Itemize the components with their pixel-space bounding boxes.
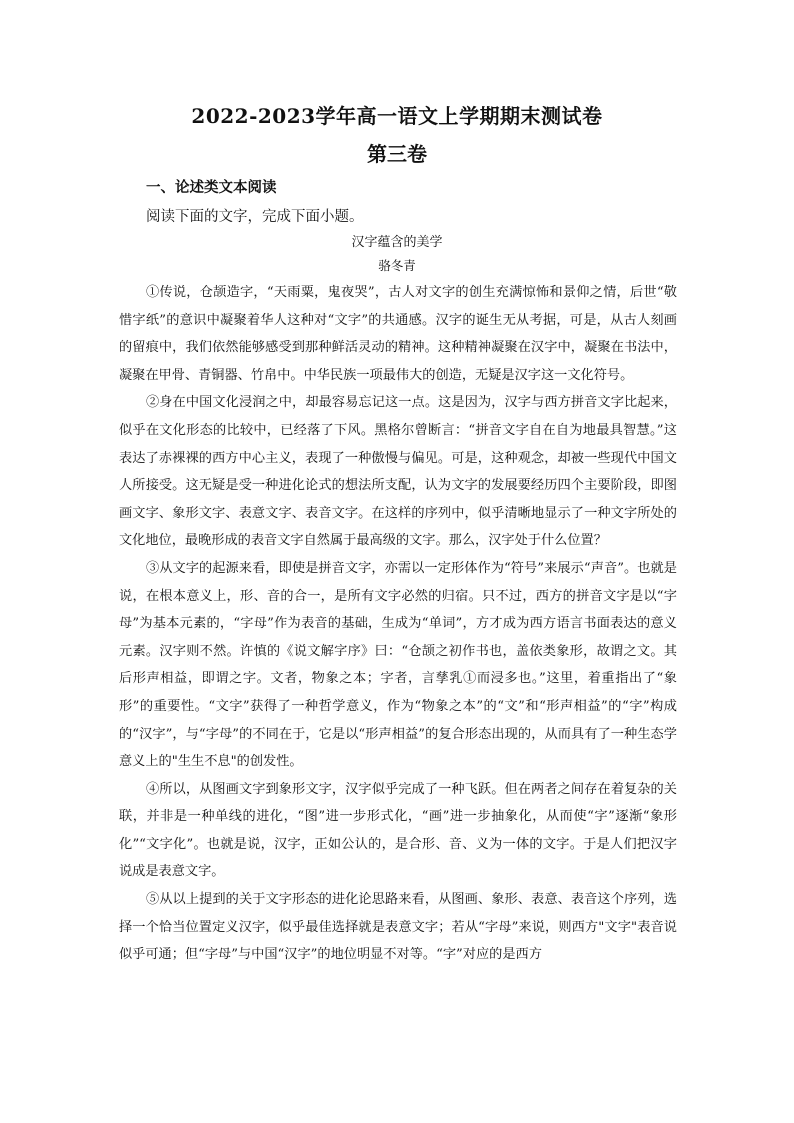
paragraph-1: ①传说，仓颉造字，“天雨粟，鬼夜哭”，古人对文字的创生充满惊怖和景仰之情，后世“敬惜字纸”的意识中凝聚着华人这种对“文字”的共通感。汉字的诞生无从考据，可是，从古人刻画的留痕中，我们依然能够感受到那种鲜活灵动的精神。这种精神凝聚在汉字中，凝聚在书法中，凝聚在甲骨、青铜器、竹帛中。中华民族一项最伟大的创造，无疑是汉字这一文化符号。 xyxy=(119,285,677,383)
section-heading: 一、论述类文本阅读 xyxy=(146,180,277,196)
exam-title: 2022-2023学年高一语文上学期期末测试卷 xyxy=(191,104,603,128)
exam-subtitle: 第三卷 xyxy=(367,142,427,166)
paragraph-2: ②身在中国文化浸润之中，却最容易忘记这一点。这是因为，汉字与西方拼音文字比起来，似乎在文化形态的比较中，已经落了下风。黑格尔曾断言：“拼音文字自在自为地最具智慧。”这表达了赤裸裸的西方中心主义，表现了一种傲慢与偏见。可是，这种观念，却被一些现代中国文人所接受。这无疑是受一种进化论式的想法所支配，认为文字的发展要经历四个主要阶段，即图画文字、象形文字、表意文字、表音文字。在这样的序列中，似乎清晰地显示了一种文字所处的文化地位，最晚形成的表音文字自然属于最高级的文字。那么，汉字处于什么位置？ xyxy=(119,395,677,549)
paragraph-5: ⑤从以上提到的关于文字形态的进化论思路来看，从图画、象形、表意、表音这个序列，选择一个恰当位置定义汉字，似乎最佳选择就是表意文字；若从“字母”来说，则西方"文字"表音说似乎可通；但“字母”与中国“汉字”的地位明显不对等。“字”对应的是西方 xyxy=(119,892,677,963)
paragraph-4: ④所以，从图画文字到象形文字，汉字似乎完成了一种飞跃。但在两者之间存在着复杂的关联，并非是一种单线的进化，“图”进一步形式化，“画”进一步抽象化，从而使“字”逐渐“象形化”“文字化”。也就是说，汉字，正如公认的，是合形、音、义为一体的文字。于是人们把汉字说成是表意文字。 xyxy=(119,781,677,880)
instruction-text: 阅读下面的文字，完成下面小题。 xyxy=(146,209,364,225)
paragraph-3: ③从文字的起源来看，即使是拼音文字，亦需以一定形体作为“符号”来展示“声音”。也就是说，在根本意义上，形、音的合一，是所有文字必然的归宿。只不过，西方的拼音文字是以“字母”为基本元素的，“字母”作为表音的基础，生成为“单词”，方才成为西方语言书面表达的意义元素。汉字则不然。许慎的《说文解字序》曰：“仓颉之初作书也，盖依类象形，故谓之文。其后形声相益，即谓之字。文者，物象之本；字者，言孳乳①而浸多也。”这里，着重指出了“象形”的重要性。“文字”获得了一种哲学意义，作为“物象之本”的“文”和“形声相益”的“字”构成的“汉字”，与“字母”的不同在于，它是以“形声相益”的复合形态出现的，从而具有了一种生态学意义上的"生生不息"的创发性。 xyxy=(119,560,677,770)
article-body xyxy=(119,279,677,969)
article-title: 汉字蕴含的美学 xyxy=(351,235,443,250)
article-author: 骆冬青 xyxy=(378,258,416,273)
